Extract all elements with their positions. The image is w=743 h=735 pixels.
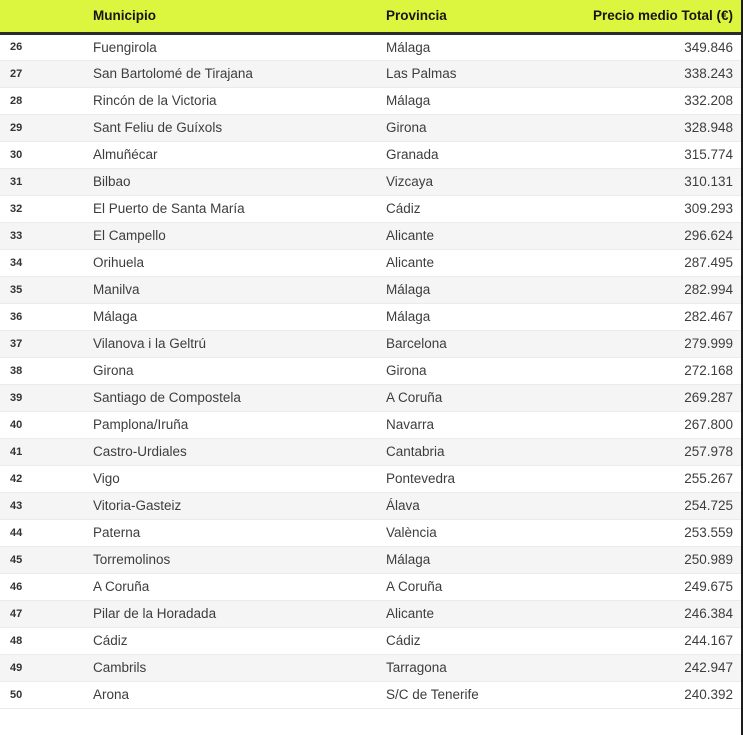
cell-provincia: València (386, 519, 561, 546)
table-row (0, 492, 741, 519)
cell-precio: 253.559 (561, 519, 741, 546)
cell-precio: 244.167 (561, 627, 741, 654)
cell-precio: 296.624 (561, 222, 741, 249)
header-row (0, 0, 741, 33)
table-row (0, 141, 741, 168)
cell-rank: 43 (0, 492, 93, 519)
cell-municipio: A Coruña (93, 573, 386, 600)
table-row (0, 600, 741, 627)
cell-municipio: El Campello (93, 222, 386, 249)
cell-precio: 282.994 (561, 276, 741, 303)
cell-precio: 310.131 (561, 168, 741, 195)
table-row (0, 573, 741, 600)
cell-rank: 41 (0, 438, 93, 465)
cell-provincia: Málaga (386, 33, 561, 60)
cell-provincia: Álava (386, 492, 561, 519)
cell-precio: 338.243 (561, 60, 741, 87)
cell-provincia: Girona (386, 114, 561, 141)
cell-precio: 328.948 (561, 114, 741, 141)
cell-precio: 332.208 (561, 87, 741, 114)
cell-provincia: Granada (386, 141, 561, 168)
cell-rank: 39 (0, 384, 93, 411)
cell-provincia: Cádiz (386, 627, 561, 654)
cell-rank: 36 (0, 303, 93, 330)
table-row (0, 546, 741, 573)
cell-precio: 257.978 (561, 438, 741, 465)
cell-municipio: Vigo (93, 465, 386, 492)
cell-municipio: El Puerto de Santa María (93, 195, 386, 222)
cell-provincia: Barcelona (386, 330, 561, 357)
cell-municipio: Málaga (93, 303, 386, 330)
cell-municipio: Cádiz (93, 627, 386, 654)
cell-rank: 38 (0, 357, 93, 384)
cell-rank: 42 (0, 465, 93, 492)
table-row (0, 303, 741, 330)
cell-municipio: Fuengirola (93, 33, 386, 60)
table-row (0, 33, 741, 60)
cell-precio: 267.800 (561, 411, 741, 438)
cell-municipio: Arona (93, 681, 386, 708)
table-body (0, 33, 741, 708)
cell-rank: 33 (0, 222, 93, 249)
cell-rank: 45 (0, 546, 93, 573)
cell-provincia: Vizcaya (386, 168, 561, 195)
cell-municipio: Torremolinos (93, 546, 386, 573)
cell-rank: 37 (0, 330, 93, 357)
table-row (0, 654, 741, 681)
cell-rank: 50 (0, 681, 93, 708)
table-header (0, 0, 741, 33)
cell-provincia: Navarra (386, 411, 561, 438)
table-row (0, 114, 741, 141)
cell-rank: 28 (0, 87, 93, 114)
cell-rank: 48 (0, 627, 93, 654)
cell-rank: 44 (0, 519, 93, 546)
cell-rank: 49 (0, 654, 93, 681)
table-row (0, 519, 741, 546)
cell-municipio: Pilar de la Horadada (93, 600, 386, 627)
col-header-precio-medio-total: Precio medio Total (€) (561, 0, 741, 33)
cell-precio: 315.774 (561, 141, 741, 168)
cell-municipio: Bilbao (93, 168, 386, 195)
cell-precio: 242.947 (561, 654, 741, 681)
table-row (0, 465, 741, 492)
cell-provincia: Pontevedra (386, 465, 561, 492)
table-row (0, 249, 741, 276)
cell-precio: 309.293 (561, 195, 741, 222)
cell-provincia: A Coruña (386, 384, 561, 411)
cell-rank: 27 (0, 60, 93, 87)
table-row (0, 627, 741, 654)
cell-precio: 269.287 (561, 384, 741, 411)
cell-precio: 240.392 (561, 681, 741, 708)
cell-rank: 34 (0, 249, 93, 276)
cell-precio: 254.725 (561, 492, 741, 519)
cell-provincia: A Coruña (386, 573, 561, 600)
cell-precio: 272.168 (561, 357, 741, 384)
cell-municipio: Castro-Urdiales (93, 438, 386, 465)
table-row (0, 357, 741, 384)
cell-municipio: Vilanova i la Geltrú (93, 330, 386, 357)
cell-municipio: Santiago de Compostela (93, 384, 386, 411)
cell-precio: 250.989 (561, 546, 741, 573)
cell-rank: 47 (0, 600, 93, 627)
cell-precio: 279.999 (561, 330, 741, 357)
cell-municipio: Sant Feliu de Guíxols (93, 114, 386, 141)
cell-rank: 30 (0, 141, 93, 168)
col-header-rank (0, 0, 93, 33)
table-row (0, 411, 741, 438)
cell-municipio: Orihuela (93, 249, 386, 276)
col-header-municipio: Municipio (93, 0, 386, 33)
cell-rank: 29 (0, 114, 93, 141)
cell-provincia: S/C de Tenerife (386, 681, 561, 708)
cell-municipio: Rincón de la Victoria (93, 87, 386, 114)
cell-provincia: Málaga (386, 546, 561, 573)
table-row (0, 195, 741, 222)
cell-rank: 32 (0, 195, 93, 222)
table-row (0, 330, 741, 357)
table-row (0, 87, 741, 114)
cell-precio: 246.384 (561, 600, 741, 627)
table-row (0, 276, 741, 303)
cell-precio: 282.467 (561, 303, 741, 330)
cell-municipio: Girona (93, 357, 386, 384)
cell-precio: 255.267 (561, 465, 741, 492)
table-row (0, 168, 741, 195)
table-row (0, 60, 741, 87)
cell-provincia: Tarragona (386, 654, 561, 681)
table-row (0, 681, 741, 708)
cell-rank: 26 (0, 33, 93, 60)
table-row (0, 438, 741, 465)
cell-precio: 287.495 (561, 249, 741, 276)
cell-municipio: Cambrils (93, 654, 386, 681)
table-row (0, 384, 741, 411)
cell-rank: 35 (0, 276, 93, 303)
cell-municipio: Vitoria-Gasteiz (93, 492, 386, 519)
cell-provincia: Alicante (386, 222, 561, 249)
cell-rank: 46 (0, 573, 93, 600)
cell-provincia: Málaga (386, 87, 561, 114)
cell-provincia: Cádiz (386, 195, 561, 222)
cell-provincia: Alicante (386, 600, 561, 627)
table-row (0, 222, 741, 249)
cell-municipio: Almuñécar (93, 141, 386, 168)
cell-provincia: Alicante (386, 249, 561, 276)
cell-rank: 40 (0, 411, 93, 438)
cell-municipio: Pamplona/Iruña (93, 411, 386, 438)
cell-provincia: Las Palmas (386, 60, 561, 87)
cell-provincia: Cantabria (386, 438, 561, 465)
cell-precio: 249.675 (561, 573, 741, 600)
cell-provincia: Málaga (386, 276, 561, 303)
cell-municipio: Manilva (93, 276, 386, 303)
cell-precio: 349.846 (561, 33, 741, 60)
cell-rank: 31 (0, 168, 93, 195)
cell-provincia: Málaga (386, 303, 561, 330)
cell-municipio: San Bartolomé de Tirajana (93, 60, 386, 87)
col-header-provincia: Provincia (386, 0, 561, 33)
cell-provincia: Girona (386, 357, 561, 384)
cell-municipio: Paterna (93, 519, 386, 546)
